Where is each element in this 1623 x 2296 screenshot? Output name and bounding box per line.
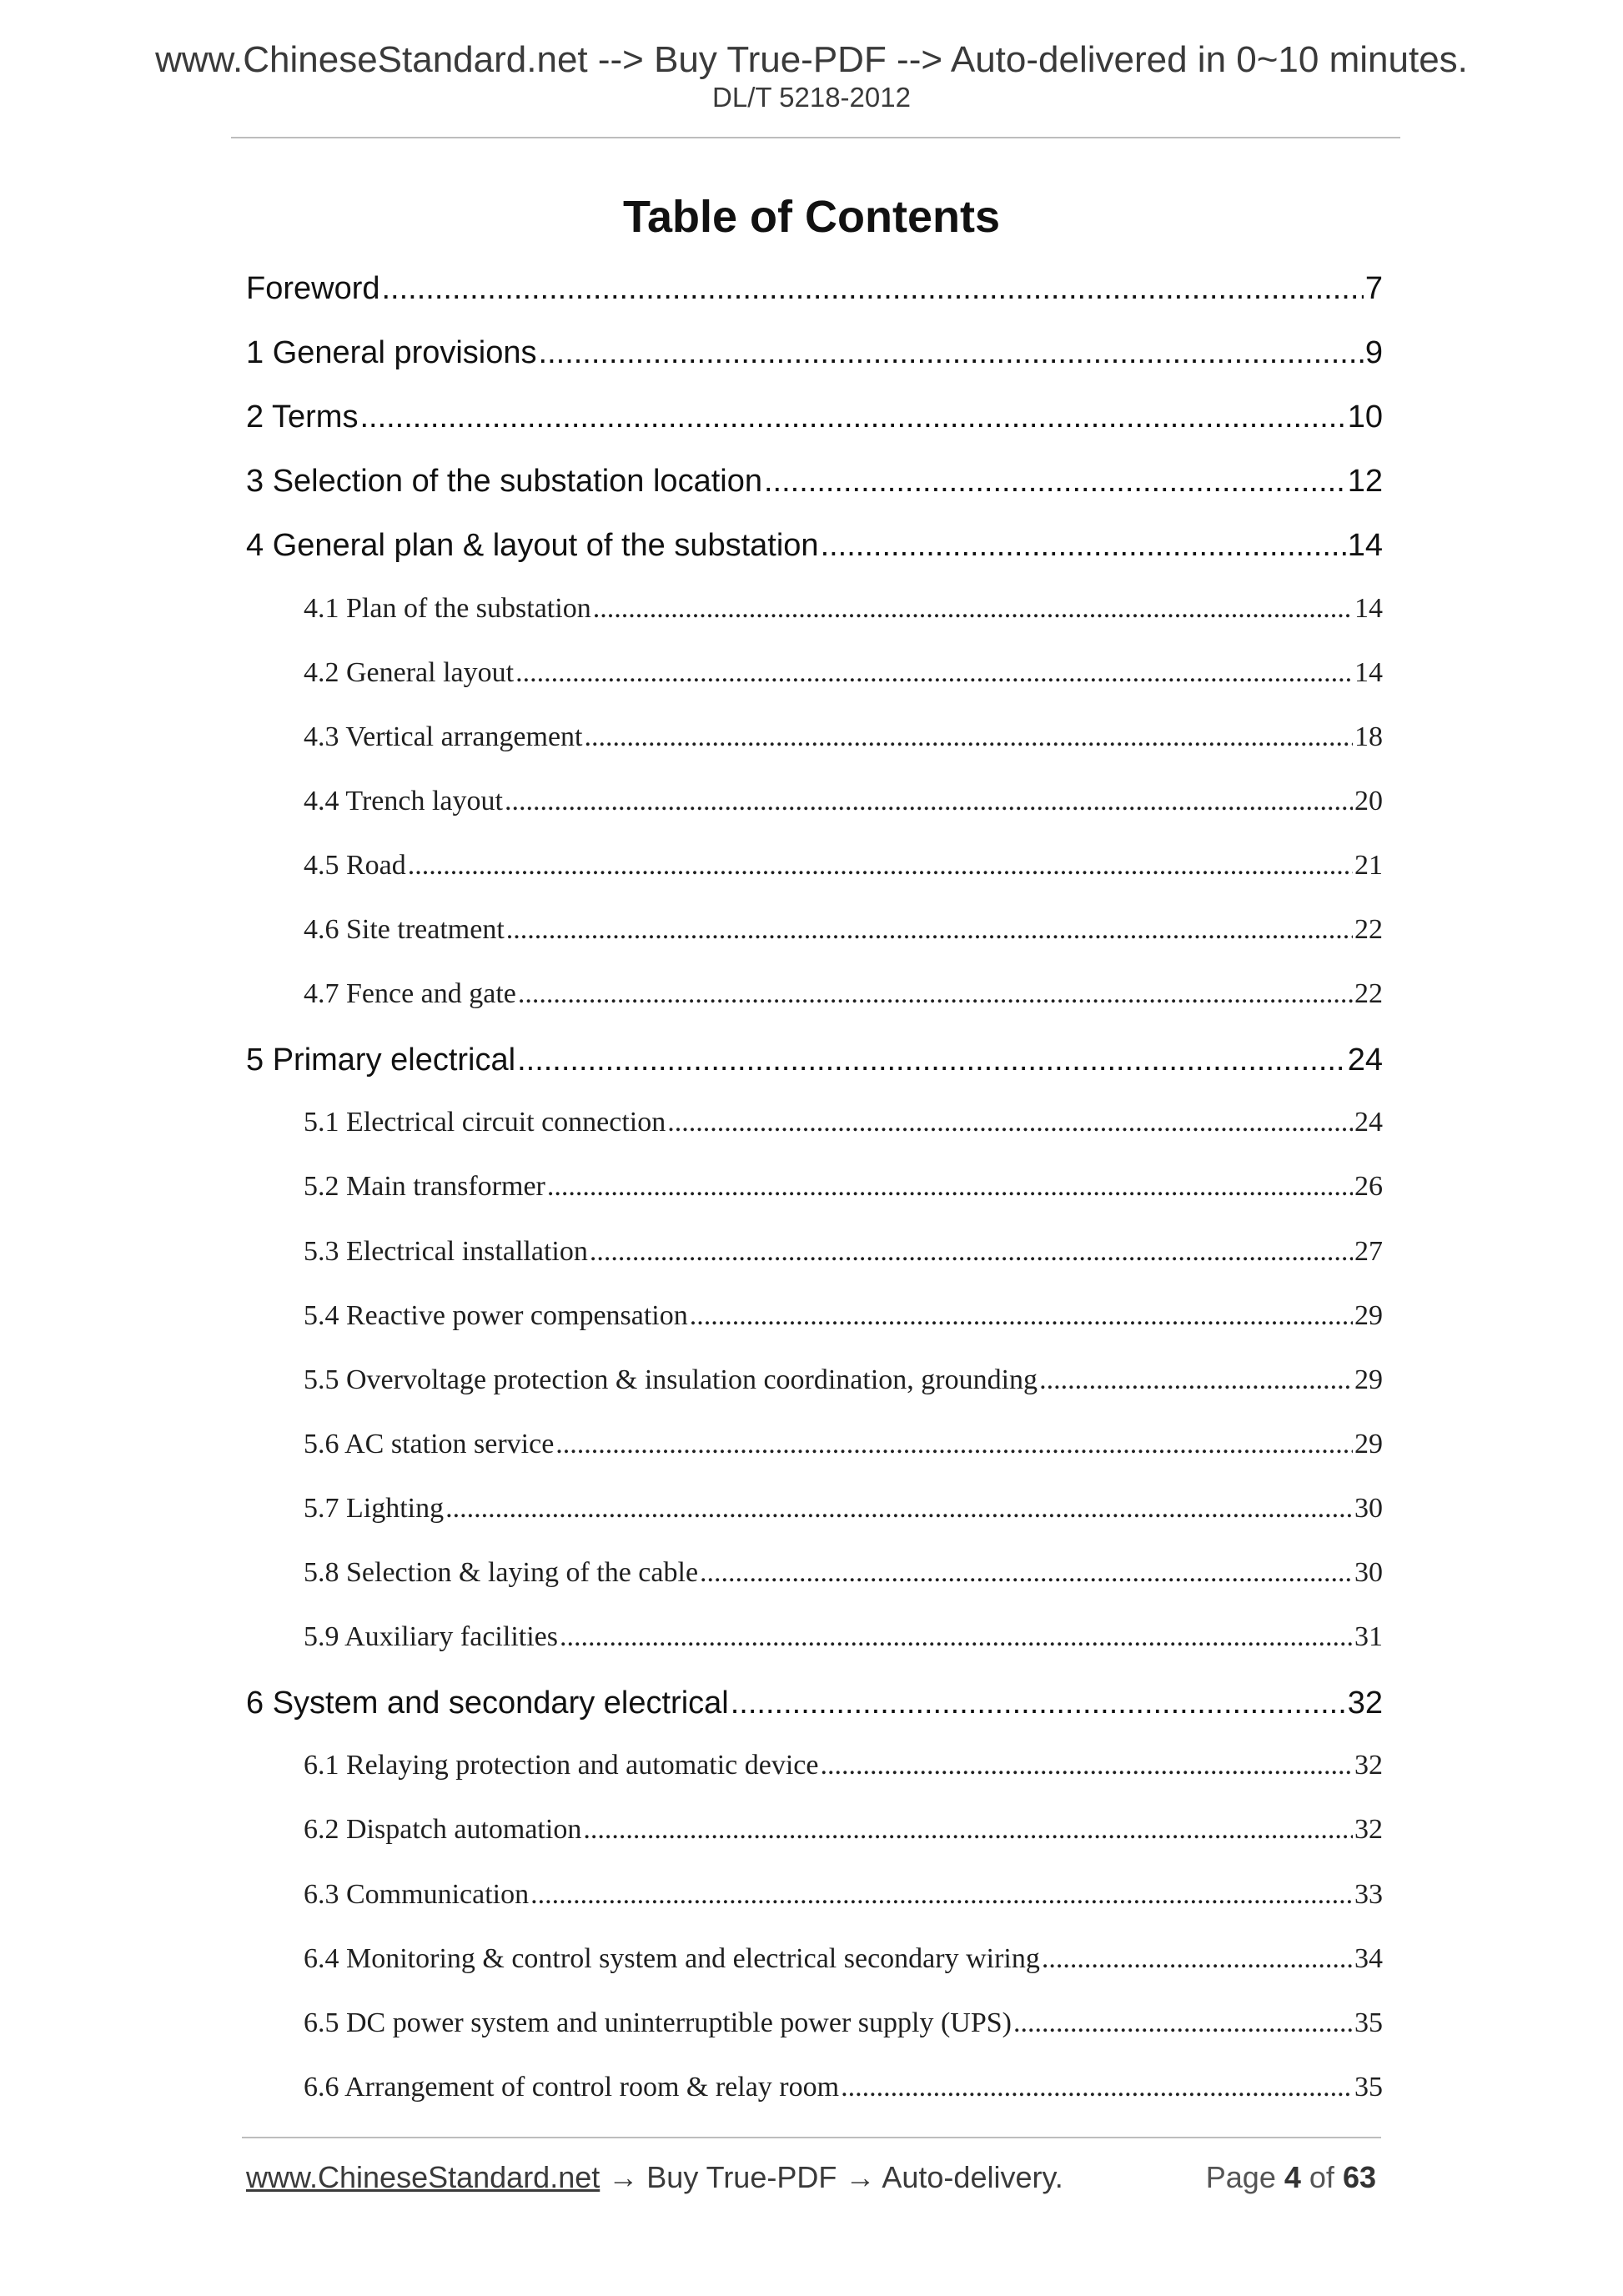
toc-leader-dots [583, 1814, 1353, 1846]
toc-entry[interactable] [304, 1493, 1383, 1525]
toc-entry-label: 3 Selection of the substation location [246, 464, 762, 500]
toc-entry[interactable] [304, 1879, 1383, 1911]
toc-entry-page: 9 [1364, 335, 1383, 371]
toc-entry-label: 5.3 Electrical installation [304, 1235, 588, 1267]
footer-divider [242, 2137, 1381, 2138]
toc-leader-dots [539, 335, 1364, 371]
toc-leader-dots [517, 1042, 1346, 1078]
toc-entry[interactable] [304, 2072, 1383, 2103]
page-indicator [1206, 2160, 1376, 2195]
toc-entry[interactable] [304, 1814, 1383, 1846]
toc-entry-page: 29 [1354, 1299, 1383, 1331]
toc-entry[interactable] [304, 1621, 1383, 1653]
toc-leader-dots [593, 593, 1353, 625]
toc-entry[interactable] [304, 850, 1383, 882]
toc-entry-page: 31 [1354, 1621, 1383, 1653]
toc-entry-label: 6.6 Arrangement of control room & relay room [304, 2071, 840, 2103]
toc-leader-dots [764, 464, 1346, 500]
toc-entry[interactable] [246, 464, 1383, 500]
toc-leader-dots [530, 1879, 1353, 1911]
total-pages: 63 [1342, 2160, 1376, 2194]
toc-entry-label: 1 General provisions [246, 335, 537, 371]
toc-entry[interactable] [304, 1236, 1383, 1268]
toc-entry-page: 14 [1354, 592, 1383, 624]
delivery-text: Auto-delivery. [882, 2160, 1063, 2194]
toc-entry[interactable] [304, 1107, 1383, 1138]
site-link[interactable]: www.ChineseStandard.net [246, 2160, 600, 2194]
toc-leader-dots [547, 1171, 1353, 1203]
toc-entry-label: 6.1 Relaying protection and automatic device [304, 1750, 819, 1781]
header-banner: www.ChineseStandard.net --> Buy True-PDF --> Auto-delivered in 0~10 minutes. [155, 39, 1468, 80]
toc-entry[interactable] [304, 1750, 1383, 1781]
toc-entry-page: 22 [1354, 978, 1383, 1010]
toc-entry-label: 5.4 Reactive power compensation [304, 1299, 688, 1331]
toc-leader-dots [518, 978, 1353, 1010]
arrow-icon: → [608, 2160, 639, 2194]
toc-entry-page: 30 [1354, 1557, 1383, 1588]
current-page: 4 [1284, 2160, 1301, 2194]
toc-entry-label: 5.8 Selection & laying of the cable [304, 1557, 699, 1588]
toc-entry-label: 5.5 Overvoltage protection & insulation coordination, grounding [304, 1364, 1038, 1395]
toc-entry-label: 6.4 Monitoring & control system and electrical secondary wiring [304, 1942, 1040, 1974]
toc-entry-page: 7 [1364, 271, 1383, 306]
toc-entry[interactable] [304, 978, 1383, 1010]
toc-entry-label: 6.3 Communication [304, 1878, 530, 1910]
toc-entry-page: 14 [1354, 656, 1383, 688]
toc-leader-dots [700, 1557, 1353, 1589]
toc-entry-page: 29 [1354, 1428, 1383, 1459]
toc-leader-dots [555, 1429, 1353, 1460]
toc-leader-dots [1042, 1943, 1353, 1975]
toc-entry[interactable] [304, 593, 1383, 625]
toc-leader-dots [667, 1107, 1353, 1138]
of-label: of [1309, 2160, 1334, 2194]
toc-entry-page: 22 [1354, 914, 1383, 945]
toc-leader-dots [1039, 1364, 1353, 1396]
toc-entry-label: 6.5 DC power system and uninterruptible power supply (UPS) [304, 2007, 1012, 2038]
toc-entry-label: 5.1 Electrical circuit connection [304, 1107, 666, 1138]
toc-entry-page: 12 [1347, 464, 1383, 500]
toc-entry-label: Foreword [246, 271, 380, 306]
toc-entry-label: 4.3 Vertical arrangement [304, 721, 583, 752]
toc-entry-page: 20 [1354, 785, 1383, 816]
toc-leader-dots [690, 1300, 1353, 1332]
toc-entry[interactable] [304, 1557, 1383, 1589]
toc-entry[interactable] [304, 914, 1383, 946]
toc-entry[interactable] [304, 786, 1383, 817]
toc-entry-label: 4.7 Fence and gate [304, 978, 516, 1010]
toc-entry-page: 21 [1354, 849, 1383, 881]
toc-entry[interactable] [246, 1686, 1383, 1721]
toc-leader-dots [731, 1686, 1346, 1721]
toc-entry-page: 24 [1354, 1107, 1383, 1138]
toc-leader-dots [821, 528, 1346, 564]
toc-leader-dots [445, 1493, 1353, 1525]
toc-entry-label: 5.2 Main transformer [304, 1171, 545, 1203]
toc-entry[interactable] [304, 1364, 1383, 1396]
toc-entry-page: 33 [1354, 1878, 1383, 1910]
toc-leader-dots [841, 2072, 1353, 2103]
toc-leader-dots [1013, 2007, 1353, 2039]
toc-entry[interactable] [304, 657, 1383, 689]
toc-entry-label: 4.6 Site treatment [304, 914, 505, 945]
toc-entry-label: 5.9 Auxiliary facilities [304, 1621, 558, 1653]
buy-text: Buy True-PDF [646, 2160, 837, 2194]
toc-leader-dots [515, 657, 1353, 689]
document-code: DL/T 5218-2012 [712, 82, 911, 113]
toc-entry-label: 5 Primary electrical [246, 1042, 516, 1078]
toc-leader-dots [382, 271, 1364, 307]
toc-entry-page: 14 [1347, 528, 1383, 564]
toc-leader-dots [505, 786, 1353, 817]
footer-links [246, 2160, 1063, 2195]
toc-entry[interactable] [304, 1171, 1383, 1203]
toc-entry-page: 32 [1354, 1750, 1383, 1781]
toc-entry-label: 6.2 Dispatch automation [304, 1814, 582, 1846]
toc-entry[interactable] [304, 1943, 1383, 1975]
toc-entry-page: 10 [1347, 399, 1383, 435]
arrow-icon: → [845, 2160, 876, 2194]
toc-entry-page: 30 [1354, 1492, 1383, 1524]
page-title: Table of Contents [623, 192, 1000, 242]
toc-entry[interactable] [304, 721, 1383, 753]
toc-leader-dots [408, 850, 1353, 882]
toc-leader-dots [359, 399, 1345, 435]
toc-entry[interactable] [246, 399, 1383, 435]
toc-entry-label: 5.6 AC station service [304, 1428, 555, 1459]
toc-leader-dots [585, 721, 1353, 753]
toc-entry[interactable] [246, 335, 1383, 371]
toc-entry-page: 34 [1354, 1942, 1383, 1974]
toc-entry-page: 18 [1354, 721, 1383, 752]
toc-entry[interactable] [304, 2007, 1383, 2039]
toc-entry-label: 4.1 Plan of the substation [304, 592, 591, 624]
toc-entry-page: 32 [1354, 1814, 1383, 1846]
page-label: Page [1205, 2160, 1276, 2194]
toc-entry-label: 4.4 Trench layout [304, 785, 503, 816]
toc-entry-page: 24 [1347, 1042, 1383, 1078]
toc-entry-page: 32 [1347, 1686, 1383, 1721]
toc-leader-dots [506, 914, 1353, 946]
toc-entry-page: 35 [1354, 2007, 1383, 2038]
toc-entry-label: 2 Terms [246, 399, 359, 435]
toc-entry-page: 26 [1354, 1171, 1383, 1203]
toc-entry[interactable] [246, 1042, 1383, 1078]
toc-entry-label: 4.5 Road [304, 849, 406, 881]
toc-entry-page: 35 [1354, 2071, 1383, 2103]
toc-entry-label: 5.7 Lighting [304, 1492, 445, 1524]
toc-entry-page: 29 [1354, 1364, 1383, 1395]
toc-entry-label: 6 System and secondary electrical [246, 1686, 729, 1721]
toc-leader-dots [590, 1236, 1353, 1268]
toc-entry[interactable] [304, 1300, 1383, 1332]
toc-entry[interactable] [246, 271, 1383, 307]
toc-entry[interactable] [304, 1429, 1383, 1460]
toc-entry-label: 4 General plan & layout of the substation [246, 528, 819, 564]
toc-leader-dots [820, 1750, 1353, 1781]
toc-entry-page: 27 [1354, 1235, 1383, 1267]
toc-leader-dots [560, 1621, 1353, 1653]
toc-entry[interactable] [246, 528, 1383, 564]
toc-entry-label: 4.2 General layout [304, 656, 515, 688]
